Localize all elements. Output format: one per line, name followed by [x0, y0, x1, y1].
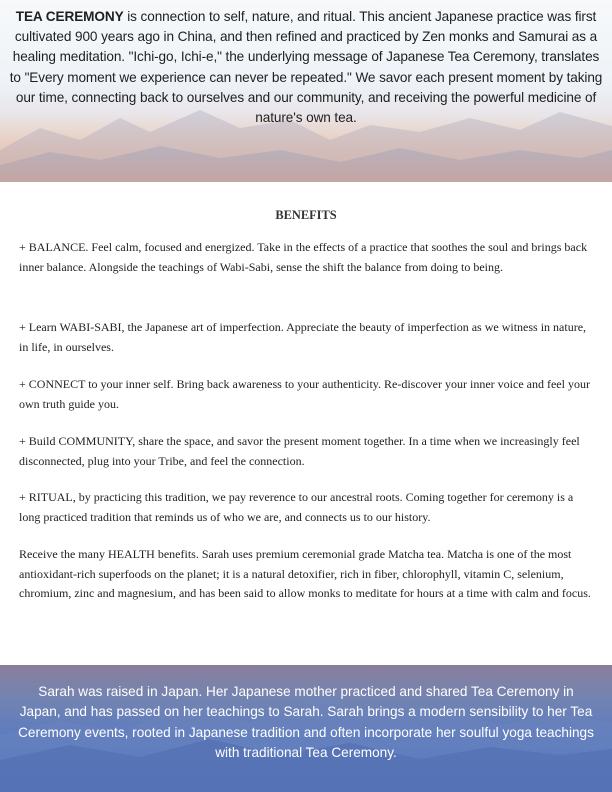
benefit-ritual: + RITUAL, by practicing this tradition, we pay reverence to our ancestral roots. Coming together for ceremony is a long practiced tradition that reminds us of who we are, and connects us to our history. [19, 490, 574, 524]
hero-paragraph [6, 7, 606, 128]
benefit-health: Receive the many HEALTH benefits. Sarah uses premium ceremonial grade Matcha tea. Matcha is one of the most antioxidant-rich superfoods on the planet; it is a natural detoxifier, rich in fiber, chlorophyll, vitamin C, selenium, chromium, zinc and magnesium, and has been said to allow monks to meditate for hours at a time with calm and focus. [19, 547, 591, 601]
benefit-balance: + BALANCE. Feel calm, focused and energized. Take in the effects of a practice that soothes the soul and brings back inner balance. Alongside the teachings of Wabi-Sabi, sense the shift the balance from doing to being. [19, 240, 588, 274]
benefit-community: + Build COMMUNITY, share the space, and savor the present moment together. In a time when we increasingly feel disconnected, plug into your Tribe, and feel the connection. [19, 434, 580, 468]
footer-banner [0, 665, 612, 792]
hero-lead: TEA CEREMONY [15, 9, 124, 24]
footer-paragraph: Sarah was raised in Japan. Her Japanese mother practiced and shared Tea Ceremony in Japan, and has passed on her teachings to Sarah. Sarah brings a modern sensibility to her Tea Ceremony events, rooted in Japanese tradition and often incorporate her soulful yoga teachings with traditional Tea Ceremony. [18, 684, 594, 761]
benefit-connect: + CONNECT to your inner self. Bring back awareness to your authenticity. Re-discover your inner voice and feel your own truth guide you. [19, 377, 590, 411]
benefits-title: BENEFITS [275, 208, 337, 222]
hero-body: is connection to self, nature, and ritual. This ancient Japanese practice was first cultivated 900 years ago in China, and then refined and practiced by Zen monks and Samurai as a healing meditation. "Ichi-go, Ichi-e," the underlying message of Japanese Tea Ceremony, translates to "Every moment we experience can never be repeated." We savor each present moment by taking our time, connecting back to ourselves and our community, and receiving the powerful medicine of nature's own tea. [9, 9, 603, 126]
hero-banner [0, 0, 612, 182]
benefit-wabi-sabi: + Learn WABI-SABI, the Japanese art of imperfection. Appreciate the beauty of imperfection as we witness in nature, in life, in ourselves. [19, 320, 587, 354]
benefits-section [0, 182, 612, 665]
